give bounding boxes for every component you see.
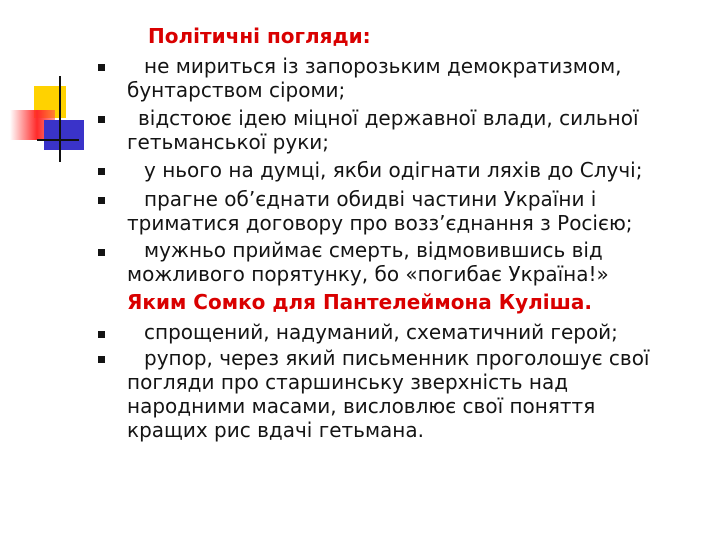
bullet-icon: [98, 249, 105, 256]
bullet-icon: [98, 356, 105, 363]
heading-yakym-somko: Яким Сомко для Пантелеймона Куліша.: [127, 290, 592, 314]
item-2-line-1: відстоює ідею міцної державної влади, сильної: [138, 106, 639, 130]
item-5-line-1: мужньо приймає смерть, відмовившись від: [144, 238, 603, 262]
item-7-line-4: кращих рис вдачі гетьмана.: [127, 418, 424, 442]
item-7-line-2: погляди про старшинську зверхність над: [127, 370, 569, 394]
item-2-line-2: гетьманської руки;: [127, 130, 330, 154]
heading-political-views: Політичні погляди:: [148, 24, 371, 48]
item-3-line-1: у нього на думці, якби одігнати ляхів до Случі;: [144, 158, 643, 182]
item-7-line-3: народними масами, висловлює свої поняття: [127, 394, 596, 418]
item-5-line-2: можливого порятунку, бо «погибає Україна!»: [127, 262, 609, 286]
item-4-line-2: триматися договору про возз’єднання з Росією;: [127, 211, 633, 235]
bullet-icon: [98, 197, 105, 204]
item-4-line-1: прагне об’єднати обидві частини України і: [144, 187, 597, 211]
bullet-icon: [98, 116, 105, 123]
item-1-line-2: бунтарством сіроми;: [127, 78, 346, 102]
bullet-icon: [98, 331, 105, 338]
bullet-icon: [98, 64, 105, 71]
bullet-icon: [98, 168, 105, 175]
item-6-line-1: спрощений, надуманий, схематичний герой;: [144, 320, 618, 344]
item-1-line-1: не мириться із запорозьким демократизмом,: [144, 54, 622, 78]
item-7-line-1: рупор, через який письменник проголошує свої: [144, 346, 650, 370]
